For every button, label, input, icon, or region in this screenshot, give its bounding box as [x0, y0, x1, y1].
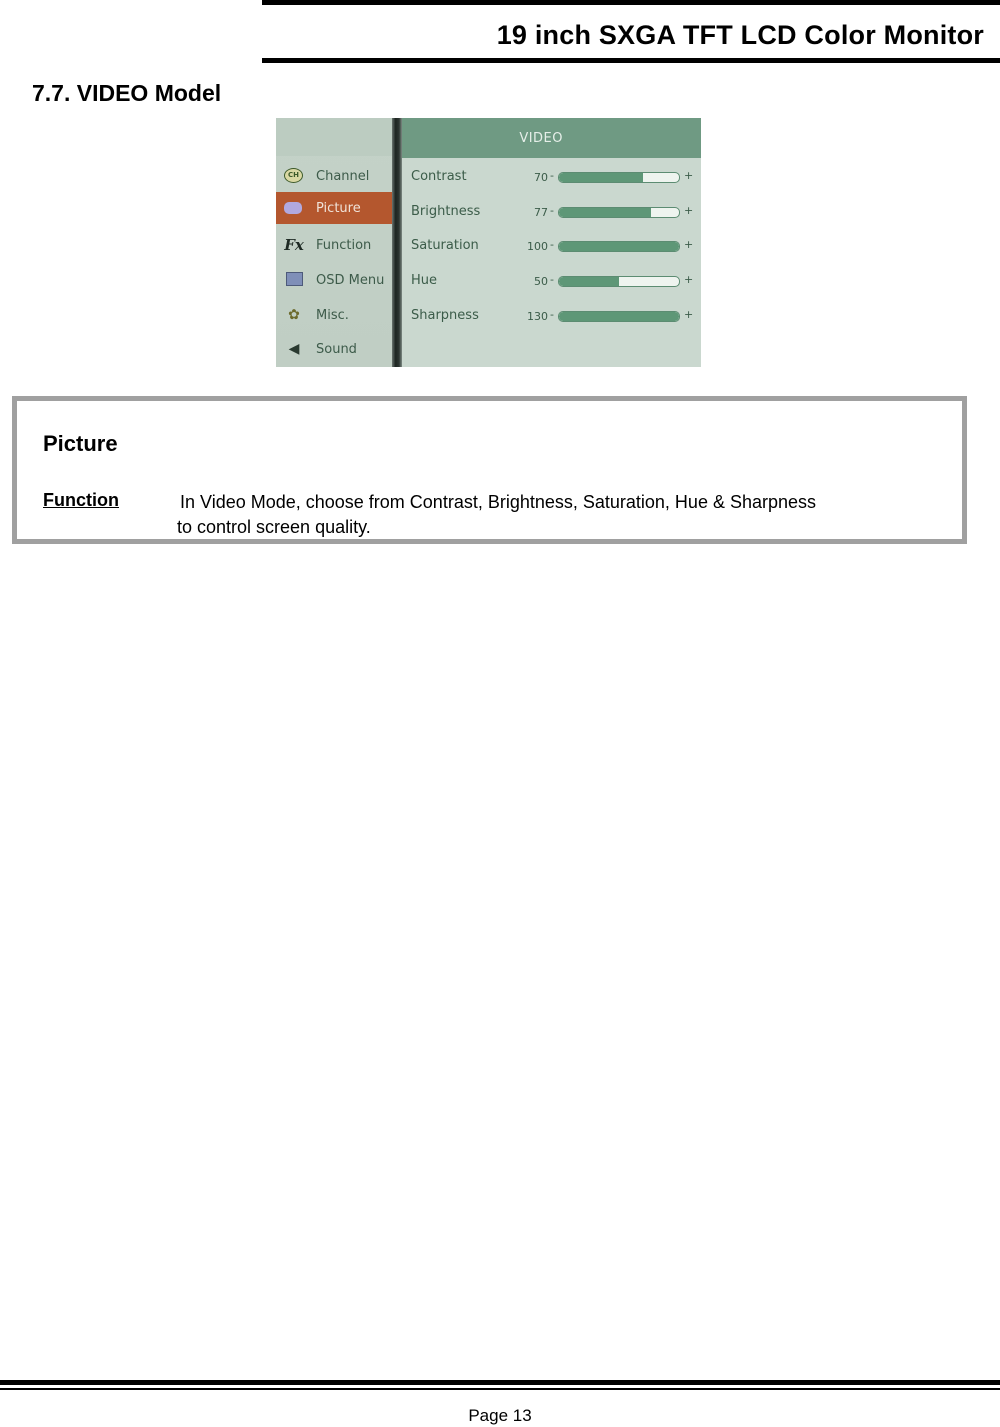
increase-icon[interactable]: +	[684, 204, 694, 217]
osd-menu-label: Misc.	[316, 308, 349, 323]
setting-label: Sharpness	[411, 308, 479, 323]
increase-icon[interactable]: +	[684, 273, 694, 286]
decrease-icon[interactable]: -	[550, 204, 554, 217]
description-text	[177, 490, 940, 540]
function-icon: Fx	[284, 236, 304, 254]
decrease-icon[interactable]: -	[550, 238, 554, 251]
osd-settings-panel	[402, 118, 701, 367]
osd-menu-item-misc[interactable]	[276, 299, 392, 331]
description-box	[12, 396, 967, 544]
setting-row-hue[interactable]	[402, 264, 701, 298]
setting-row-saturation[interactable]	[402, 229, 701, 263]
setting-value: 50	[534, 275, 548, 288]
osd-menu-label: Channel	[316, 169, 370, 184]
decrease-icon[interactable]: -	[550, 308, 554, 321]
decrease-icon[interactable]: -	[550, 273, 554, 286]
setting-label: Contrast	[411, 169, 467, 184]
header-rule-bottom	[262, 58, 1000, 63]
slider-fill	[559, 208, 651, 217]
osd-menu-label: Sound	[316, 342, 357, 357]
osd-menu-item-channel[interactable]	[276, 160, 392, 192]
osd-divider	[392, 118, 402, 367]
osd-menu-item-sound[interactable]	[276, 333, 392, 365]
footer-rule-thick	[0, 1380, 1000, 1385]
osd-screenshot	[276, 118, 701, 367]
document-title: 19 inch SXGA TFT LCD Color Monitor	[496, 20, 984, 50]
osd-menu-item-osd-menu[interactable]	[276, 264, 392, 296]
osd-menu-label: OSD Menu	[316, 273, 385, 288]
sound-icon: ◀	[288, 341, 300, 357]
osd-menu-panel	[276, 118, 392, 367]
picture-icon	[284, 202, 302, 214]
osd-menu-icon	[284, 272, 304, 288]
osd-menu-item-function[interactable]	[276, 229, 392, 261]
osd-menu-top-strip	[276, 118, 392, 156]
setting-value: 100	[527, 240, 548, 253]
setting-slider[interactable]	[558, 172, 680, 183]
slider-fill	[559, 312, 679, 321]
setting-slider[interactable]	[558, 241, 680, 252]
setting-label: Saturation	[411, 238, 479, 253]
slider-fill	[559, 277, 619, 286]
setting-slider[interactable]	[558, 311, 680, 322]
setting-value: 77	[534, 206, 548, 219]
osd-panel-title: VIDEO	[519, 131, 563, 146]
setting-slider[interactable]	[558, 207, 680, 218]
description-line-2: to control screen quality.	[177, 517, 371, 537]
description-label: Function	[43, 490, 119, 510]
increase-icon[interactable]: +	[684, 238, 694, 251]
section-heading: 7.7. VIDEO Model	[32, 80, 222, 106]
channel-icon: CH	[284, 168, 303, 183]
decrease-icon[interactable]: -	[550, 169, 554, 182]
footer-rule-thin	[0, 1388, 1000, 1390]
description-line-1: In Video Mode, choose from Contrast, Brightness, Saturation, Hue & Sharpness	[180, 492, 817, 512]
osd-menu-label: Picture	[316, 201, 361, 216]
osd-menu-label: Function	[316, 238, 372, 253]
setting-row-brightness[interactable]	[402, 195, 701, 229]
setting-value: 70	[534, 171, 548, 184]
osd-panel-header	[402, 118, 701, 158]
setting-label: Hue	[411, 273, 438, 288]
header-rule-top	[262, 0, 1000, 5]
setting-value: 130	[527, 310, 548, 323]
description-title: Picture	[43, 431, 118, 456]
misc-icon: ✿	[288, 307, 300, 323]
increase-icon[interactable]: +	[684, 169, 694, 182]
page-number: Page 13	[468, 1406, 532, 1425]
setting-row-sharpness[interactable]	[402, 299, 701, 333]
increase-icon[interactable]: +	[684, 308, 694, 321]
osd-menu-item-picture[interactable]	[276, 192, 392, 224]
setting-slider[interactable]	[558, 276, 680, 287]
slider-fill	[559, 242, 679, 251]
setting-label: Brightness	[411, 204, 481, 219]
setting-row-contrast[interactable]	[402, 160, 701, 194]
slider-fill	[559, 173, 643, 182]
